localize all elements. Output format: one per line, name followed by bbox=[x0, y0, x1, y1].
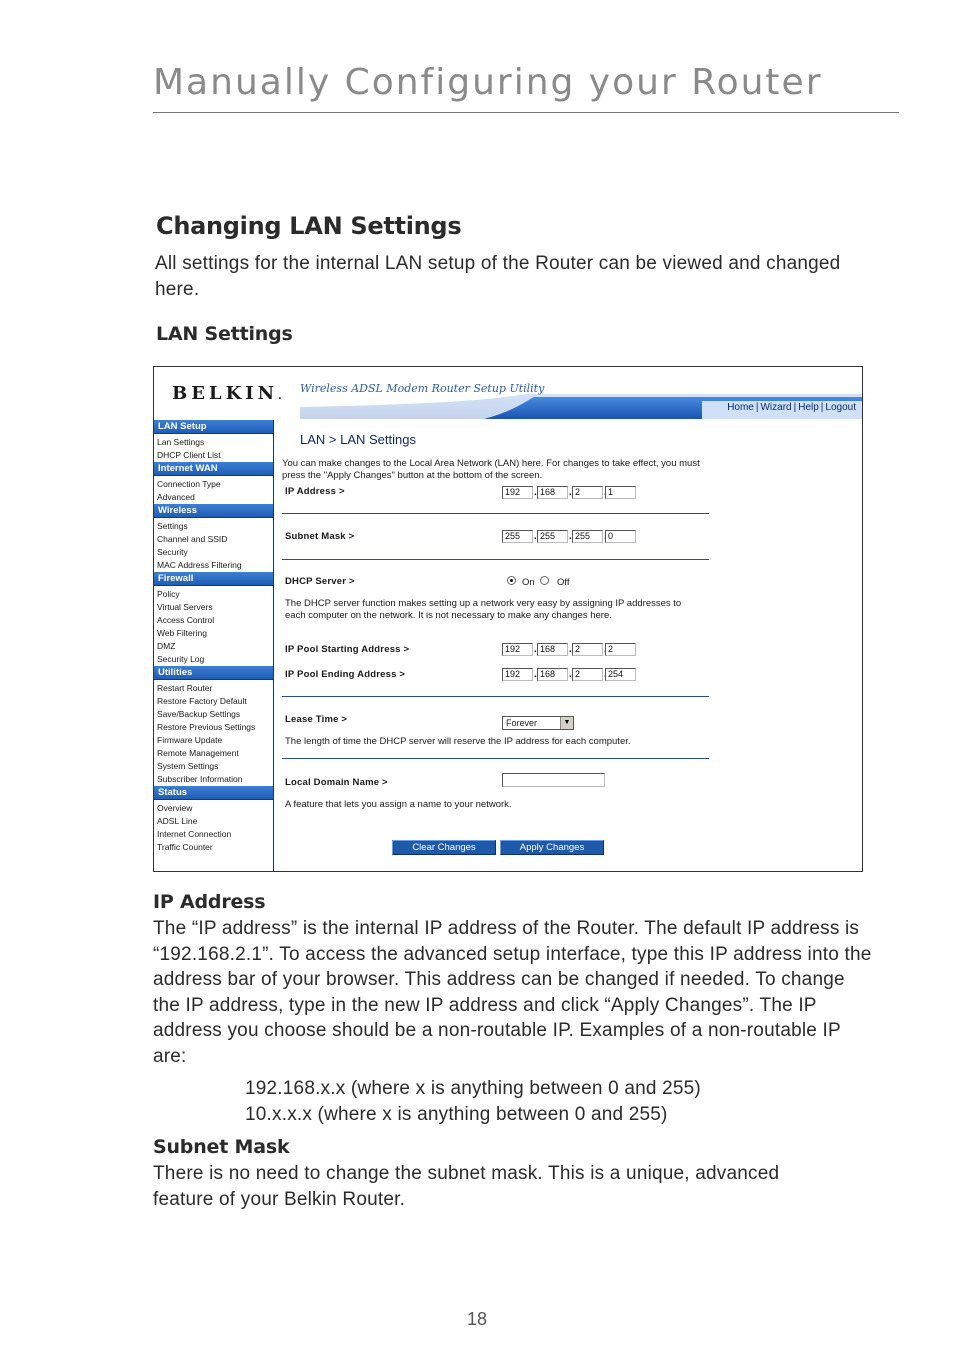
router-breadcrumb: LAN > LAN Settings bbox=[300, 432, 416, 447]
sidebar-item-virtual-servers[interactable]: Virtual Servers bbox=[157, 602, 213, 612]
apply-changes-button[interactable]: Apply Changes bbox=[500, 840, 604, 855]
sidebar-item-firmware-update[interactable]: Firmware Update bbox=[157, 735, 223, 745]
page-title: Manually Configuring your Router bbox=[153, 62, 823, 103]
separator bbox=[282, 559, 709, 560]
separator bbox=[282, 758, 709, 759]
sidebar-item-lan-settings[interactable]: Lan Settings bbox=[157, 437, 205, 447]
separator bbox=[282, 696, 709, 697]
sidebar-item-policy[interactable]: Policy bbox=[157, 589, 180, 599]
dhcp-description: The DHCP server function makes setting up a network very easy by assigning IP addresses to each computer on the network. It is not necessary to make any changes here. bbox=[285, 598, 682, 621]
clear-changes-button[interactable]: Clear Changes bbox=[392, 840, 496, 855]
ip-address-octet-3[interactable]: 2 bbox=[572, 486, 603, 499]
ip-example-10: 10.x.x.x (where x is anything between 0 and 255) bbox=[245, 1104, 668, 1125]
pool-end-octet-1[interactable]: 192 bbox=[502, 668, 533, 681]
local-domain-input[interactable] bbox=[502, 773, 605, 787]
separator bbox=[282, 513, 709, 514]
ip-address-label: IP Address > bbox=[285, 486, 345, 497]
sidebar-item-access-control[interactable]: Access Control bbox=[157, 615, 215, 625]
pool-start-octet-2[interactable]: 168 bbox=[537, 643, 568, 656]
sidebar-item-security-log[interactable]: Security Log bbox=[157, 654, 205, 664]
local-domain-description: A feature that lets you assign a name to your network. bbox=[285, 799, 512, 810]
pool-end-label: IP Pool Ending Address > bbox=[285, 669, 406, 680]
sidebar-item-traffic-counter[interactable]: Traffic Counter bbox=[157, 842, 213, 852]
pool-end-octet-2[interactable]: 168 bbox=[537, 668, 568, 681]
sidebar-item-adsl-line[interactable]: ADSL Line bbox=[157, 816, 198, 826]
ip-example-192: 192.168.x.x (where x is anything between 0 and 255) bbox=[245, 1078, 701, 1099]
chevron-down-icon[interactable]: ▼ bbox=[560, 717, 573, 729]
dhcp-on-label: On bbox=[522, 577, 535, 588]
subnet-mask-paragraph: There is no need to change the subnet mask. This is a unique, advanced feature of your Belkin Router. bbox=[153, 1163, 780, 1210]
subnet-mask-label: Subnet Mask > bbox=[285, 531, 355, 542]
lease-time-description: The length of time the DHCP server will reserve the IP address for each computer. bbox=[285, 736, 631, 747]
pool-start-octet-3[interactable]: 2 bbox=[572, 643, 603, 656]
sidebar-heading-internet-wan[interactable]: Internet WAN bbox=[154, 462, 273, 476]
router-header bbox=[154, 367, 862, 419]
sidebar-item-dhcp-client-list[interactable]: DHCP Client List bbox=[157, 450, 221, 460]
title-rule bbox=[153, 112, 899, 113]
sidebar-item-connection-type[interactable]: Connection Type bbox=[157, 479, 221, 489]
top-links: Home | Wizard | Help | Logout bbox=[727, 402, 856, 413]
sidebar-item-mac-filtering[interactable]: MAC Address Filtering bbox=[157, 560, 242, 570]
router-screenshot bbox=[153, 366, 863, 872]
section-intro: All settings for the internal LAN setup of the Router can be viewed and changed here. bbox=[155, 253, 841, 300]
sidebar-item-advanced[interactable]: Advanced bbox=[157, 492, 195, 502]
ip-address-octet-1[interactable]: 192 bbox=[502, 486, 533, 499]
lease-time-select[interactable] bbox=[502, 716, 574, 730]
sidebar-item-web-filtering[interactable]: Web Filtering bbox=[157, 628, 207, 638]
wizard-link[interactable]: Wizard bbox=[760, 402, 792, 413]
sidebar-heading-lan-setup[interactable]: LAN Setup bbox=[154, 420, 273, 434]
sidebar-item-internet-connection[interactable]: Internet Connection bbox=[157, 829, 232, 839]
ip-address-octet-2[interactable]: 168 bbox=[537, 486, 568, 499]
sidebar-item-security[interactable]: Security bbox=[157, 547, 188, 557]
sidebar-item-overview[interactable]: Overview bbox=[157, 803, 193, 813]
local-domain-label: Local Domain Name > bbox=[285, 777, 388, 788]
sidebar-item-save-backup-settings[interactable]: Save/Backup Settings bbox=[157, 709, 241, 719]
dhcp-on-radio[interactable] bbox=[507, 576, 516, 585]
sidebar-item-wireless-settings[interactable]: Settings bbox=[157, 521, 188, 531]
router-main-panel: LAN > LAN Settings You can make changes to the Local Area Network (LAN) here. For changes to take effect, you must press the "Apply Changes" button at the bottom of the screen. IP Address > 192 . 168 . 2 1 Subnet Mask > 255 . 255 . 255 0 DHCP Server > On Off The DHCP server function makes setting up a network very easy by assigning IP addresses to each computer on the network. It is not necessary to make any changes here. IP Pool Starting Address > 192 . 168 . 2 2 IP Pool Ending Address > 192 . 168 . 2 254 Lease Time > Forever ▼ The length of time the DHCP server will reserve the IP address for each computer. Local Domain Name > A feature that lets you assign a name to your network. Clear Changes Apply Changes bbox=[276, 420, 862, 871]
ip-address-octet-4[interactable]: 1 bbox=[605, 486, 636, 499]
page-number: 18 bbox=[466, 1309, 488, 1329]
sidebar-item-restore-factory-default[interactable]: Restore Factory Default bbox=[157, 696, 247, 706]
pool-start-octet-1[interactable]: 192 bbox=[502, 643, 533, 656]
subnet-mask-heading: Subnet Mask bbox=[153, 1136, 290, 1158]
router-intro-text: You can make changes to the Local Area Network (LAN) here. For changes to take effect, you must press the "Apply Changes" button at the bottom of the screen. bbox=[282, 458, 700, 481]
ip-address-paragraph: The “IP address” is the internal IP address of the Router. The default IP address is “192.168.2.1”. To access the advanced setup interface, type this IP address into the address bar of your browser. This address can be changed if needed. To change the IP address, type in the new IP address and click “Apply Changes”. The IP address you choose should be a non-routable IP. Examples of a non-routable IP are: bbox=[153, 918, 872, 1067]
pool-start-label: IP Pool Starting Address > bbox=[285, 644, 410, 655]
belkin-logo: BELKIN. bbox=[172, 383, 282, 404]
pool-end-octet-3[interactable]: 2 bbox=[572, 668, 603, 681]
sidebar-item-system-settings[interactable]: System Settings bbox=[157, 761, 219, 771]
home-link[interactable]: Home bbox=[727, 402, 754, 413]
sidebar-item-remote-management[interactable]: Remote Management bbox=[157, 748, 239, 758]
subnet-mask-octet-3[interactable]: 255 bbox=[572, 530, 603, 543]
subnet-mask-octet-2[interactable]: 255 bbox=[537, 530, 568, 543]
router-sidebar bbox=[154, 420, 274, 871]
logout-link[interactable]: Logout bbox=[825, 402, 856, 413]
utility-title: Wireless ADSL Modem Router Setup Utility bbox=[300, 382, 545, 395]
sidebar-item-restart-router[interactable]: Restart Router bbox=[157, 683, 213, 693]
dhcp-server-label: DHCP Server > bbox=[285, 576, 355, 587]
sidebar-heading-wireless[interactable]: Wireless bbox=[154, 504, 273, 518]
sidebar-heading-utilities[interactable]: Utilities bbox=[154, 666, 273, 680]
section-heading: Changing LAN Settings bbox=[156, 212, 462, 240]
sidebar-heading-status[interactable]: Status bbox=[154, 786, 273, 800]
dhcp-off-label: Off bbox=[557, 577, 570, 588]
screenshot-caption: LAN Settings bbox=[156, 323, 293, 345]
pool-end-octet-4[interactable]: 254 bbox=[605, 668, 636, 681]
subnet-mask-octet-4[interactable]: 0 bbox=[605, 530, 636, 543]
ip-address-heading: IP Address bbox=[153, 891, 266, 913]
subnet-mask-octet-1[interactable]: 255 bbox=[502, 530, 533, 543]
lease-time-label: Lease Time > bbox=[285, 714, 348, 725]
dhcp-off-radio[interactable] bbox=[540, 576, 549, 585]
pool-start-octet-4[interactable]: 2 bbox=[605, 643, 636, 656]
sidebar-heading-firewall[interactable]: Firewall bbox=[154, 572, 273, 586]
lease-time-value: Forever bbox=[506, 718, 538, 728]
help-link[interactable]: Help bbox=[798, 402, 819, 413]
sidebar-item-subscriber-information[interactable]: Subscriber Information bbox=[157, 774, 243, 784]
sidebar-item-channel-ssid[interactable]: Channel and SSID bbox=[157, 534, 228, 544]
sidebar-item-dmz[interactable]: DMZ bbox=[157, 641, 176, 651]
sidebar-item-restore-previous-settings[interactable]: Restore Previous Settings bbox=[157, 722, 256, 732]
